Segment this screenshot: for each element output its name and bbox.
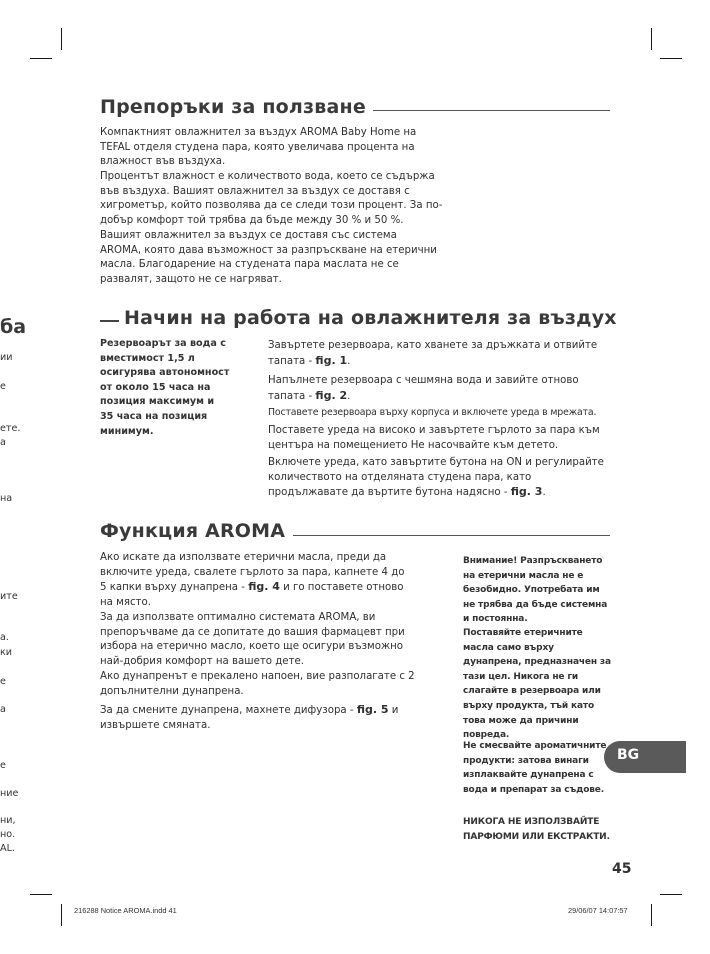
edge-fragment: ии bbox=[0, 352, 13, 363]
step-2-text: Напълнете резервоара с чешмяна вода и завийте отново тапата - bbox=[268, 375, 579, 402]
crop-mark bbox=[30, 58, 52, 59]
edge-fragment: но. bbox=[0, 829, 16, 840]
warning-4: НИКОГА НЕ ИЗПОЛЗВАЙТЕ ПАРФЮМИ ИЛИ ЕКСТРАКТИ. bbox=[463, 817, 610, 842]
section-title-usage: Препоръки за ползване bbox=[100, 96, 366, 118]
crop-mark bbox=[651, 28, 652, 50]
section-title-aroma: Функция AROMA bbox=[100, 520, 286, 542]
section-title-operation: Начин на работа на овлажнителя за въздух bbox=[124, 307, 617, 329]
edge-heading-fragment: ба bbox=[0, 316, 27, 338]
step-3: Поставете резервоара върху корпуса и включете уреда в мрежата. bbox=[268, 407, 597, 418]
aroma-paragraph-4 bbox=[100, 703, 422, 733]
aroma-paragraph-3: Ако дунапренът е прекалено напоен, вие разполагате с 2 допълнителни дунапрена. bbox=[100, 671, 415, 697]
warning-1: Внимание! Разпръскването на етерични масла не е безобидно. Употребата им не трябва да бъде системна и постоянна. bbox=[463, 556, 608, 625]
step-1-end: . bbox=[347, 355, 351, 367]
step-5 bbox=[268, 456, 610, 501]
fig-1-reference: fig. 1 bbox=[315, 353, 348, 367]
paragraph: Компактният овлажнител за въздух AROMA Baby Home на TEFAL отделя студена пара, която увеличава процента на влажност във въздуха. bbox=[100, 127, 417, 168]
edge-fragment: а bbox=[0, 437, 6, 448]
fig-3-reference: fig. 3 bbox=[510, 485, 543, 499]
edge-fragment: ите bbox=[0, 591, 18, 602]
aroma-paragraph-1 bbox=[100, 551, 412, 610]
edge-fragment: е bbox=[0, 676, 6, 687]
edge-fragment: ние bbox=[0, 788, 19, 799]
edge-fragment: на bbox=[0, 493, 13, 504]
footer-timestamp: 29/06/07 14:07:57 bbox=[568, 906, 628, 915]
edge-fragment: е bbox=[0, 381, 6, 392]
aroma-paragraph-4-end: и извършете смяната. bbox=[100, 705, 399, 731]
edge-fragment: а. bbox=[0, 632, 9, 643]
aroma-paragraph-2: За да използвате оптимално системата AROMA, ви препоръчваме да се допитате до вашия фармацевт при избора на етерично масло, което ще осигури възможно най-добрия комфорт на вашето дете. bbox=[100, 612, 405, 667]
crop-mark bbox=[660, 894, 682, 895]
warning-3: Не смесвайте ароматичните продукти: затова винаги изплаквайте дунапрена с вода и препарат за съдове. bbox=[463, 741, 607, 795]
title-rule bbox=[373, 110, 610, 111]
tank-capacity-note: Резервоарът за вода с вместимост 1,5 л осигурява автономност от около 15 часа на позиция максимум и 35 часа на позиция минимум. bbox=[100, 338, 230, 437]
edge-fragment: е bbox=[0, 760, 6, 771]
aroma-paragraph-4-text: За да смените дунапрена, махнете дифузора - bbox=[100, 705, 357, 716]
fig-4-reference: fig. 4 bbox=[248, 580, 280, 594]
warning-2: Поставяйте етеричните масла само върху дунапрена, предназначен за тази цел. Никога не ги слагайте в резервоара или върху продукта, тъй като това може да причини повреда. bbox=[463, 628, 611, 741]
crop-mark bbox=[651, 904, 652, 926]
paragraph: Вашият овлажнител за въздух се доставя със система AROMA, която дава възможност за разпръскване на етерични масла. Благодарение на студената пара маслата не се развалят, защото не се нагряват. bbox=[100, 230, 437, 285]
crop-mark bbox=[61, 28, 62, 50]
aroma-paragraph-1-text: Ако искате да използвате етерични масла, преди да включите уреда, свалете гърлото за пара, капнете 4 до 5 капки върху дунапрена - bbox=[100, 552, 405, 594]
step-2 bbox=[268, 374, 613, 404]
fig-5-reference: fig. 5 bbox=[356, 703, 389, 716]
crop-mark bbox=[61, 904, 62, 926]
crop-mark bbox=[30, 894, 52, 895]
step-1 bbox=[268, 339, 613, 369]
crop-mark bbox=[660, 58, 682, 59]
title-rule bbox=[100, 320, 119, 322]
edge-fragment: ете. bbox=[0, 423, 21, 434]
step-2-end: . bbox=[347, 390, 351, 402]
edge-fragment: ни, bbox=[0, 815, 16, 826]
fig-2-reference: fig. 2 bbox=[315, 388, 348, 402]
paragraph: Процентът влажност е количеството вода, което се съдържа във въздуха. Вашият овлажнител за въздух се доставя с хигрометър, който позволява да се следи този процент. За по-добър комфорт той трябва да бъде между 30 % и 50 %. bbox=[100, 171, 443, 226]
edge-fragment: ки bbox=[0, 647, 13, 658]
step-5-text: Включете уреда, като завъртите бутона на ON и регулирайте количеството на отделяната студена пара, като продължавате да въртите бутона надясно - bbox=[268, 457, 604, 499]
edge-fragment: AL. bbox=[0, 843, 15, 854]
edge-fragment: а bbox=[0, 704, 6, 715]
footer-file-info: 216288 Notice AROMA.indd 41 bbox=[74, 906, 177, 915]
aroma-paragraph-1-end: и го поставете отново на място. bbox=[100, 582, 404, 608]
title-rule bbox=[293, 535, 610, 536]
page-number: 45 bbox=[612, 861, 632, 877]
step-1-text: Завъртете резервоара, като хванете за дръжката и отвийте тапата - bbox=[268, 340, 598, 367]
language-code: BG bbox=[617, 747, 640, 763]
step-5-end: . bbox=[542, 487, 546, 499]
step-4: Поставете уреда на високо и завъртете гърлото за пара към центъра на помещението Не насочвайте към детето. bbox=[268, 425, 600, 451]
